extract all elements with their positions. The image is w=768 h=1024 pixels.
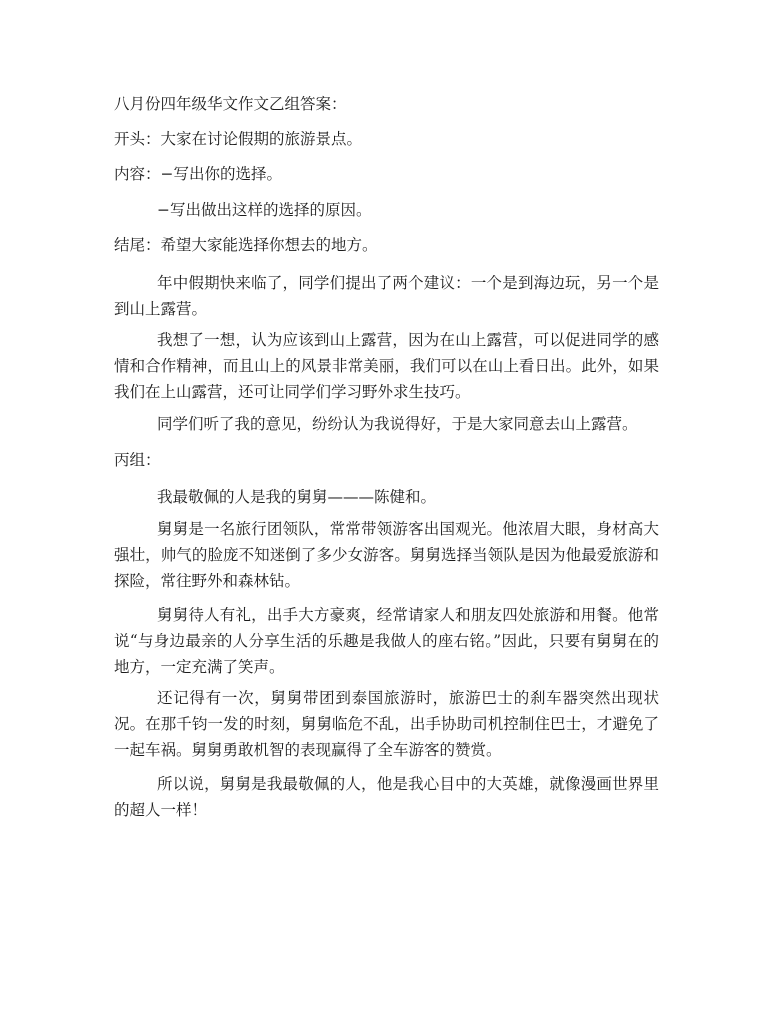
bing-heading: 丙组： (114, 451, 161, 469)
outline-content-1: 内容：−写出你的选择。 (114, 165, 282, 183)
outline-ending: 结尾：希望大家能选择你想去的地方。 (114, 236, 378, 254)
bing-paragraph-1: 我最敬佩的人是我的舅舅———陈健和。 (157, 488, 437, 506)
bing-paragraph-2: 舅舅是一名旅行团领队，常常带领游客出国观光。他浓眉大眼，身材高大强壮，帅气的脸庞不知迷倒了多少女游客。舅舅选择当领队是因为他最爱旅游和探险，常往野外和森林钻。 (114, 520, 659, 590)
bing-paragraph-3: 舅舅待人有礼，出手大方豪爽，经常请家人和朋友四处旅游和用餐。他常说“与身边最亲的人分享生活的乐趣是我做人的座右铭。”因此，只要有舅舅在的地方，一定充满了笑声。 (114, 606, 659, 676)
outline-content-2: −写出做出这样的选择的原因。 (157, 201, 372, 219)
yi-paragraph-1: 年中假期快来临了，同学们提出了两个建议：一个是到海边玩，另一个是到山上露营。 (114, 274, 659, 318)
document-title: 八月份四年级华文作文乙组答案： (114, 95, 347, 113)
yi-paragraph-3: 同学们听了我的意见，纷纷认为我说得好，于是大家同意去山上露营。 (157, 415, 638, 433)
bing-paragraph-4: 还记得有一次，舅舅带团到泰国旅游时，旅游巴士的刹车器突然出现状况。在那千钧一发的时刻，舅舅临危不乱，出手协助司机控制住巴士，才避免了一起车祸。舅舅勇敢机智的表现赢得了全车游客的赞赏。 (114, 689, 659, 759)
bing-paragraph-5: 所以说，舅舅是我最敬佩的人，他是我心目中的大英雄，就像漫画世界里的超人一样！ (114, 775, 659, 819)
outline-opening: 开头：大家在讨论假期的旅游景点。 (114, 130, 363, 148)
yi-paragraph-2: 我想了一想，认为应该到山上露营，因为在山上露营，可以促进同学的感情和合作精神，而且山上的风景非常美丽，我们可以在山上看日出。此外，如果我们在上山露营，还可让同学们学习野外求生技巧。 (114, 331, 659, 401)
